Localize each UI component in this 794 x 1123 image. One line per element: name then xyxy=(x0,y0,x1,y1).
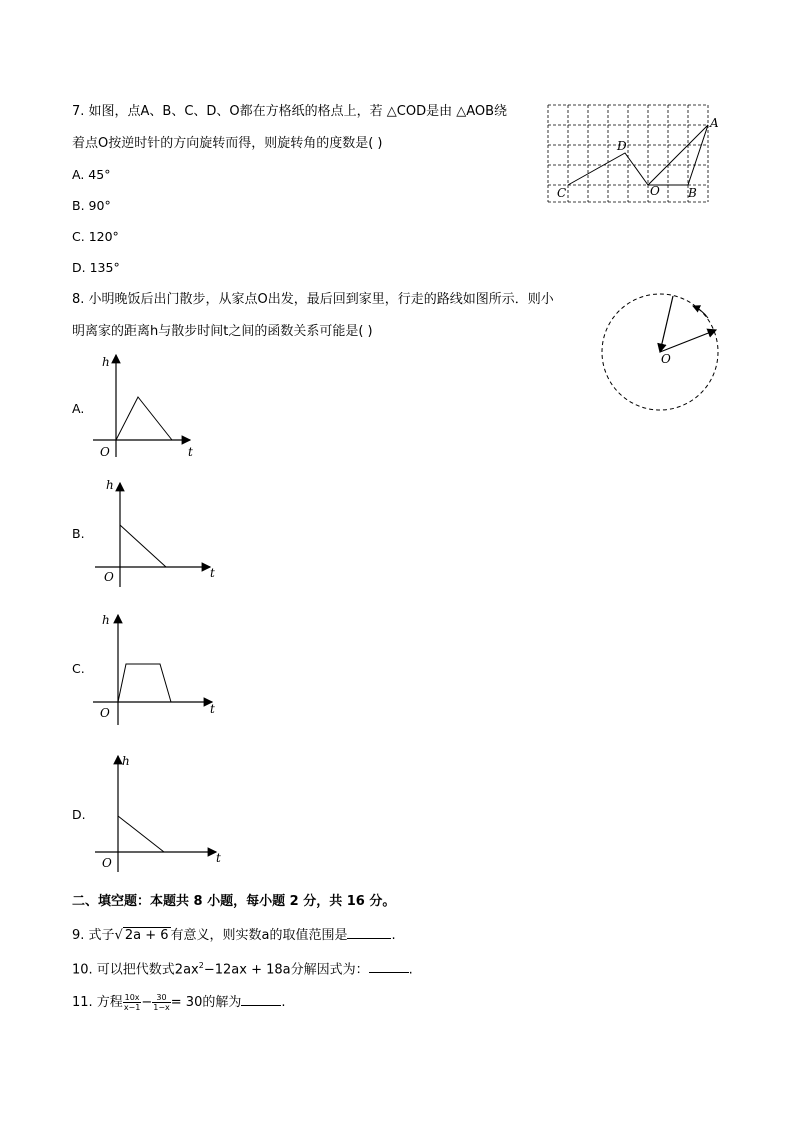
q8-text-line1: 8. 小明晚饭后出门散步，从家点O出发，最后回到家里，行走的路线如图所示．则小 xyxy=(72,292,554,307)
x-axis-label: t xyxy=(210,566,215,580)
q8-graph-c[interactable] xyxy=(88,610,218,725)
q7-grid-figure xyxy=(540,100,730,210)
option-label: A. xyxy=(72,167,85,182)
x-axis-label: t xyxy=(210,702,215,716)
origin-label: O xyxy=(100,706,110,720)
q11-minus: − xyxy=(141,995,153,1010)
grid-lines xyxy=(548,105,708,202)
q11-text xyxy=(72,992,286,1014)
route-return-arrow xyxy=(660,296,673,352)
section-heading-fill-in: 二、填空题：本题共 8 小题，每小题 2 分，共 16 分。 xyxy=(72,894,396,909)
q11-prefix: 11. 方程 xyxy=(72,995,123,1010)
origin-label: O xyxy=(102,856,112,870)
route-out-arrow xyxy=(660,330,716,352)
graph-line xyxy=(118,816,164,852)
y-axis-label: h xyxy=(102,613,110,627)
q7-option-b[interactable] xyxy=(72,198,111,213)
point-b-label: B xyxy=(688,186,697,200)
graph-line xyxy=(120,525,166,567)
point-a-label: A xyxy=(710,116,719,130)
q7-text-line2: 着点O按逆时针的方向旋转而得，则旋转角的度数是( ) xyxy=(72,136,383,151)
q8-option-b-label[interactable]: B. xyxy=(72,526,85,541)
q9-suffix: 有意义，则实数a的取值范围是 xyxy=(170,928,348,943)
q8-text-line2: 明离家的距离h与散步时间t之间的函数关系可能是( ) xyxy=(72,324,373,339)
q7-option-d[interactable] xyxy=(72,260,120,275)
q7-option-a[interactable] xyxy=(72,167,110,182)
y-axis-label: h xyxy=(106,478,114,492)
q11-fraction-1 xyxy=(123,993,142,1012)
point-c-label: C xyxy=(557,186,567,200)
q9-radicand: 2a + 6 xyxy=(124,928,169,943)
fraction-numerator: 10x xyxy=(124,993,140,1002)
home-o-label: O xyxy=(661,352,671,366)
option-label: D. xyxy=(72,260,86,275)
q8-graph-a[interactable] xyxy=(88,350,208,460)
q11-answer-blank[interactable] xyxy=(241,993,281,1006)
fraction-numerator: 30 xyxy=(152,993,171,1003)
q8-option-c-label[interactable]: C. xyxy=(72,661,85,676)
point-o-label: O xyxy=(650,184,660,198)
q10-prefix: 10. 可以把代数式2ax xyxy=(72,962,199,978)
q8-option-d-label[interactable]: D. xyxy=(72,807,86,822)
q10-answer-blank[interactable] xyxy=(369,960,409,973)
q10-exponent: 2 xyxy=(198,961,204,970)
q7-text-line1: 7. 如图，点A、B、C、D、O都在方格纸的格点上，若 △COD是由 △AOB绕 xyxy=(72,104,508,119)
q8-graph-d[interactable] xyxy=(92,752,227,872)
option-value: 45° xyxy=(88,167,111,182)
graph-line xyxy=(116,397,172,440)
y-axis-label: h xyxy=(102,355,110,369)
triangle-aob xyxy=(648,125,708,185)
q9-end: . xyxy=(391,928,396,943)
q10-middle: −12ax + 18a分解因式为： xyxy=(203,962,369,978)
fraction-denominator: 1−x xyxy=(153,1003,170,1012)
q11-end: . xyxy=(281,995,286,1010)
point-d-label: D xyxy=(617,139,627,153)
origin-label: O xyxy=(104,570,114,584)
option-label: B. xyxy=(72,198,85,213)
q11-fraction-2 xyxy=(152,993,171,1012)
q7-option-c[interactable] xyxy=(72,229,119,244)
option-label: C. xyxy=(72,229,85,244)
q11-equals: = 30的解为 xyxy=(170,995,242,1010)
origin-label: O xyxy=(100,445,110,459)
q10-text xyxy=(72,958,413,978)
q8-graph-b[interactable] xyxy=(92,475,222,590)
q9-prefix: 9. 式子 xyxy=(72,928,115,943)
x-axis-label: t xyxy=(188,445,193,459)
sqrt-sign: √ xyxy=(114,928,123,943)
graph-line xyxy=(118,664,171,702)
x-axis-label: t xyxy=(216,851,221,865)
q9-answer-blank[interactable] xyxy=(347,926,391,939)
q8-option-a-label[interactable]: A. xyxy=(72,401,85,416)
option-value: 90° xyxy=(88,198,111,213)
q10-end: . xyxy=(408,962,413,978)
fraction-denominator: x−1 xyxy=(123,1003,141,1012)
q8-route-figure xyxy=(598,290,726,415)
option-value: 120° xyxy=(88,229,119,244)
q9-text xyxy=(72,926,396,944)
option-value: 135° xyxy=(89,260,120,275)
y-axis-label: h xyxy=(122,754,130,768)
